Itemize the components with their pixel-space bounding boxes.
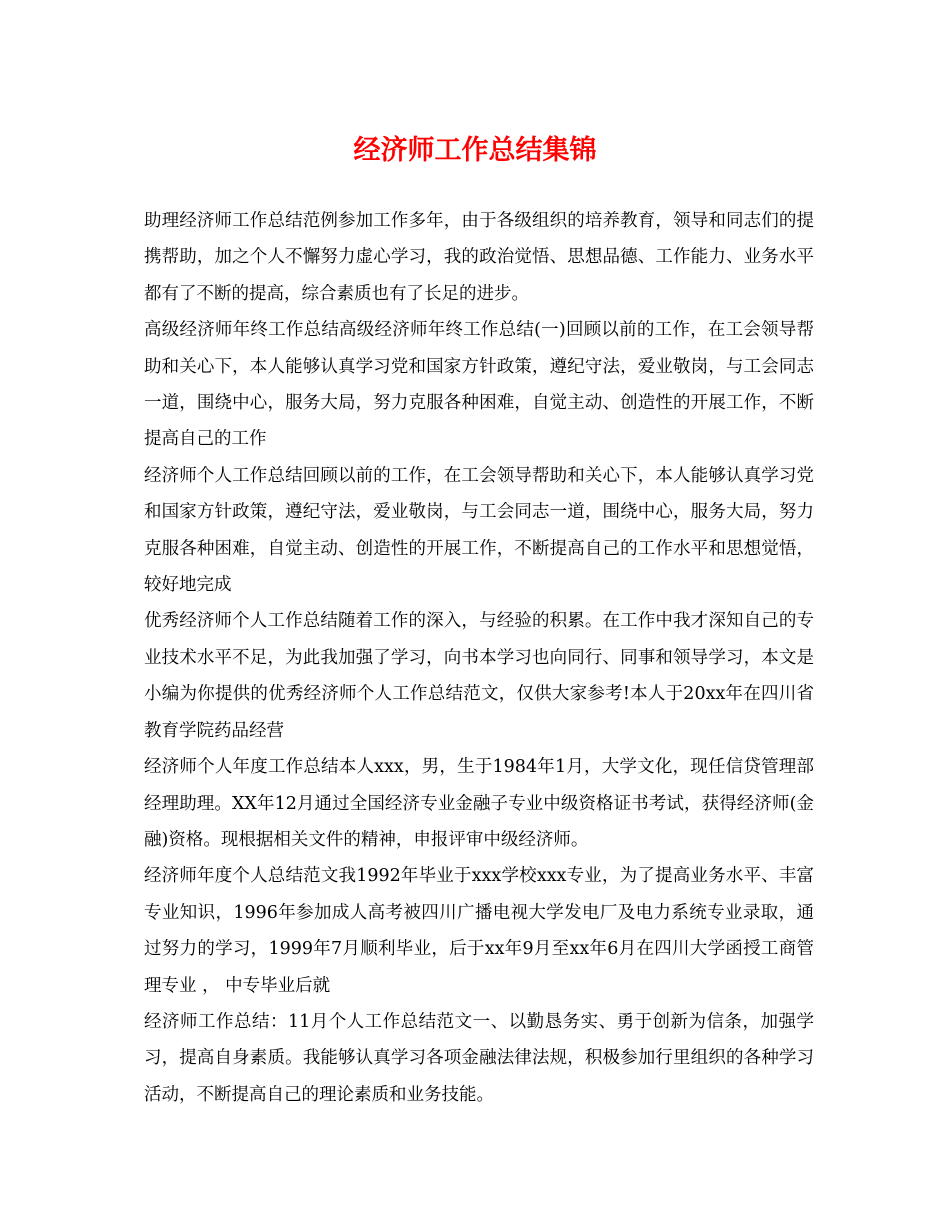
paragraph-5: 经济师个人年度工作总结本人xxx，男，生于1984年1月，大学文化，现任信贷管理部经理助理。XX年12月通过全国经济专业金融子专业中级资格证书考试，获得经济师(金融)资格。现根据相关文件的精神，申报评审中级经济师。 (144, 757, 814, 850)
paragraph-1: 助理经济师工作总结范例参加工作多年，由于各级组织的培养教育，领导和同志们的提携帮助，加之个人不懈努力虚心学习，我的政治觉悟、思想品德、工作能力、业务水平都有了不断的提高，综合素质也有了长足的进步。 (144, 211, 814, 304)
document-title: 经济师工作总结集锦 (353, 135, 597, 166)
paragraph-6: 经济师年度个人总结范文我1992年毕业于xxx学校xxx专业，为了提高业务水平、丰富专业知识，1996年参加成人高考被四川广播电视大学发电厂及电力系统专业录取，通过努力的学习，1999年7月顺利毕业，后于xx年9月至xx年6月在四川大学函授工商管理专业 ， 中专毕业后就 (144, 866, 814, 996)
paragraph-4: 优秀经济师个人工作总结随着工作的深入，与经验的积累。在工作中我才深知自己的专业技术水平不足，为此我加强了学习，向书本学习也向同行、同事和领导学习，本文是小编为你提供的优秀经济师个人工作总结范文，仅供大家参考!本人于20xx年在四川省教育学院药品经营 (144, 611, 814, 741)
paragraph-3: 经济师个人工作总结回顾以前的工作，在工会领导帮助和关心下，本人能够认真学习党和国家方针政策，遵纪守法，爱业敬岗，与工会同志一道，围绕中心，服务大局，努力克服各种困难，自觉主动、创造性的开展工作，不断提高自己的工作水平和思想觉悟，较好地完成 (144, 465, 814, 596)
paragraph-7: 经济师工作总结：11月个人工作总结范文一、以勤恳务实、勇于创新为信条，加强学习，提高自身素质。我能够认真学习各项金融法律法规，积极参加行里组织的各种学习活动，不断提高自己的理论素质和业务技能。 (144, 1011, 814, 1105)
document-body (144, 203, 814, 1113)
paragraph-2: 高级经济师年终工作总结高级经济师年终工作总结(一)回顾以前的工作，在工会领导帮助和关心下，本人能够认真学习党和国家方针政策，遵纪守法，爱业敬岗，与工会同志一道，围绕中心，服务大局，努力克服各种困难，自觉主动、创造性的开展工作，不断提高自己的工作 (144, 320, 814, 450)
